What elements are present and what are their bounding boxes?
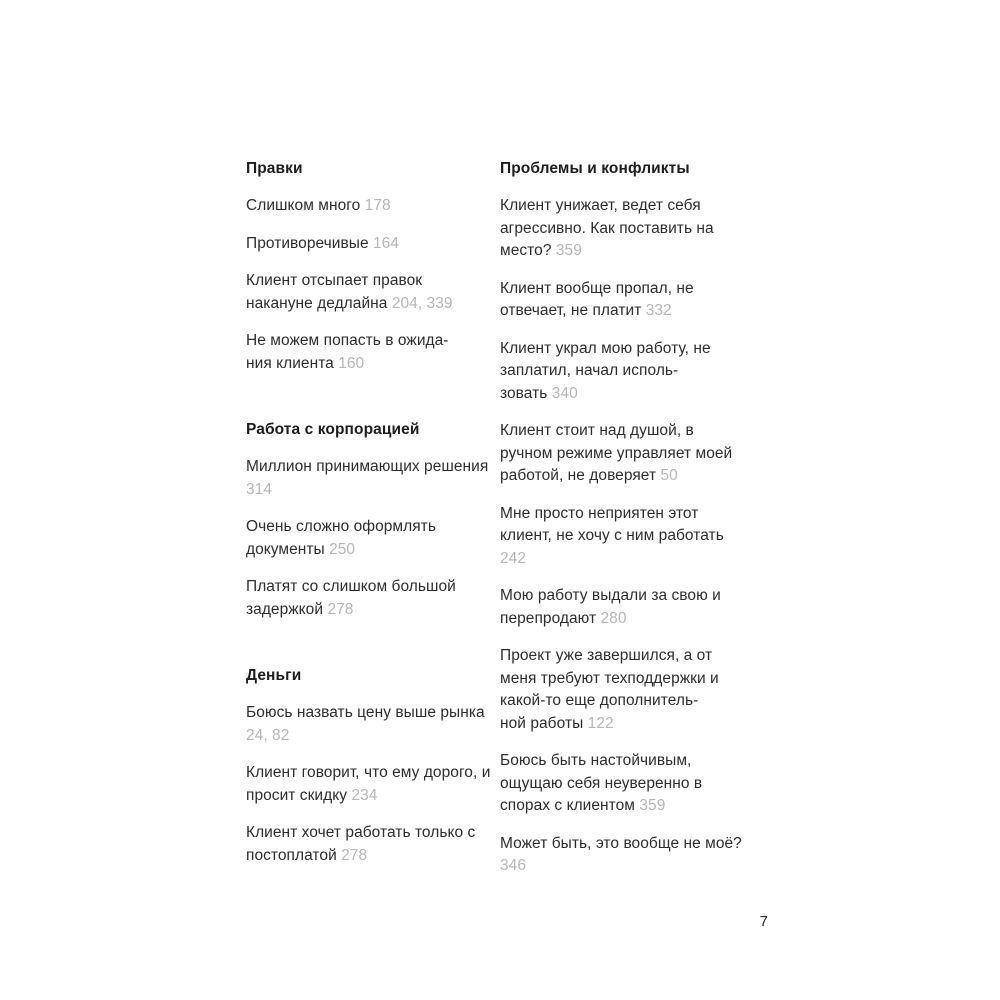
index-section — [500, 158, 750, 878]
section-heading: Работа с корпорацией — [246, 421, 420, 438]
index-entry-page-refs[interactable]: 234 — [351, 786, 378, 804]
index-entry[interactable] — [246, 576, 492, 621]
index-entry-label: Боюсь быть настойчивым, ощущаю себя неуверенно в спорах с клиентом — [500, 752, 703, 814]
index-entry-label: Очень сложно оформлять документы — [246, 518, 436, 558]
index-entry-page-refs[interactable]: 359 — [639, 797, 666, 814]
page-number: 7 — [759, 913, 768, 930]
index-section — [246, 665, 492, 867]
section-heading: Правки — [246, 160, 303, 177]
index-entry-page-refs[interactable]: 242 — [500, 549, 527, 567]
index-entry-page-refs[interactable]: 332 — [645, 302, 672, 319]
index-entry-label: Миллион принимающих решения — [246, 458, 489, 475]
index-entry[interactable] — [246, 822, 492, 867]
index-entry[interactable] — [500, 278, 750, 323]
index-column-left — [246, 158, 492, 867]
index-entry-label: Клиент вообще пропал, не отвечает, не платит — [500, 279, 694, 319]
index-entry-label: Клиент стоит над душой, в ручном режиме управляет моей работой, не доверяет — [500, 422, 733, 484]
index-entry[interactable] — [500, 420, 750, 488]
index-entry[interactable] — [500, 503, 750, 571]
index-entry-label: Не можем попасть в ожида- ния клиента — [246, 332, 449, 372]
index-entry-label: Противоречивые — [246, 234, 369, 252]
index-entry[interactable] — [246, 270, 492, 315]
index-entry[interactable] — [500, 645, 750, 735]
index-entry-label: Платят со слишком большой задержкой — [246, 578, 456, 618]
index-entry-page-refs[interactable]: 359 — [555, 242, 582, 259]
index-entry[interactable] — [246, 762, 492, 807]
index-entry-label: Слишком много — [246, 197, 361, 214]
index-entry[interactable] — [500, 585, 750, 630]
index-entry[interactable] — [500, 338, 750, 406]
index-entry-page-refs[interactable]: 314 — [246, 480, 273, 498]
index-entry-label: Боюсь назвать цену выше рынка — [246, 704, 485, 721]
index-entry-page-refs[interactable]: 250 — [329, 540, 356, 558]
index-entry[interactable] — [246, 516, 492, 561]
index-entry-page-refs[interactable]: 50 — [660, 467, 678, 484]
index-entry-label: Клиент говорит, что ему дорого, и просит скидку — [246, 764, 491, 804]
index-section — [246, 158, 492, 375]
index-entry-label: Клиент хочет работать только с постоплатой — [246, 824, 476, 864]
index-entry-label: Мне просто неприятен этот клиент, не хочу с ним работать — [500, 504, 724, 544]
index-entry-page-refs[interactable]: 278 — [341, 846, 368, 864]
index-entry[interactable] — [500, 195, 750, 263]
index-entry[interactable] — [246, 456, 492, 501]
index-entry-page-refs[interactable]: 204, 339 — [391, 294, 453, 312]
index-entry-label: Клиент украл мою работу, не заплатил, начал исполь- зовать — [500, 339, 711, 402]
index-entry-label: Клиент унижает, ведет себя агрессивно. Как поставить на место? — [500, 197, 714, 259]
index-entry-label: Клиент отсыпает правок накануне дедлайна — [246, 272, 423, 312]
index-entry[interactable] — [246, 195, 492, 218]
index-entry-label: Проект уже завершился, а от меня требуют техподдержки и какой-то еще дополнитель- ной работы — [500, 647, 719, 732]
index-columns — [246, 158, 766, 878]
index-entry-page-refs[interactable]: 24, 82 — [246, 726, 290, 744]
index-entry[interactable] — [246, 330, 492, 375]
index-entry-page-refs[interactable]: 122 — [587, 714, 614, 732]
section-heading: Деньги — [246, 667, 302, 684]
index-entry[interactable] — [246, 702, 492, 747]
index-entry[interactable] — [500, 833, 750, 878]
index-entry-label: Может быть, это вообще не моё? — [500, 834, 742, 852]
section-heading: Проблемы и конфликты — [500, 160, 690, 177]
index-entry-label: Мою работу выдали за свою и перепродают — [500, 587, 721, 627]
index-entry[interactable] — [500, 750, 750, 818]
index-entry-page-refs[interactable]: 160 — [338, 354, 365, 372]
index-entry-page-refs[interactable]: 280 — [600, 609, 627, 627]
index-section — [246, 419, 492, 621]
index-entry-page-refs[interactable]: 278 — [327, 600, 354, 618]
index-entry[interactable] — [246, 233, 492, 256]
index-entry-page-refs[interactable]: 340 — [551, 384, 578, 402]
index-entry-page-refs[interactable]: 164 — [373, 234, 400, 252]
index-entry-page-refs[interactable]: 346 — [500, 857, 527, 874]
index-column-right — [500, 158, 750, 878]
index-entry-page-refs[interactable]: 178 — [364, 197, 391, 214]
